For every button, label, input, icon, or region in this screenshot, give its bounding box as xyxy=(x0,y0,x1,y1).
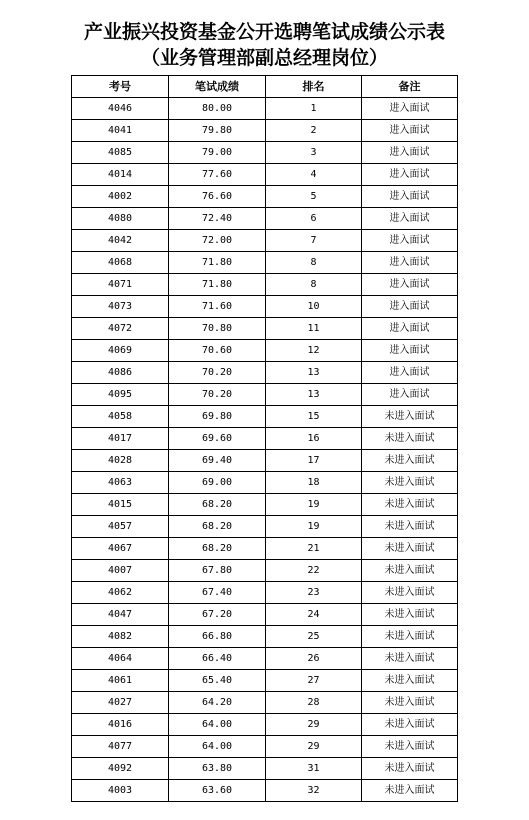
rank-cell: 31 xyxy=(266,758,362,780)
written-score-cell: 64.00 xyxy=(169,736,266,758)
exam-number-cell: 4027 xyxy=(72,692,169,714)
table-row xyxy=(72,186,458,208)
exam-number-cell: 4017 xyxy=(72,428,169,450)
page-subtitle: （业务管理部副总经理岗位） xyxy=(140,47,388,69)
exam-number-cell: 4064 xyxy=(72,648,169,670)
exam-number-cell: 4082 xyxy=(72,626,169,648)
written-score-cell: 68.20 xyxy=(169,516,266,538)
rank-cell: 8 xyxy=(266,252,362,274)
rank-cell: 5 xyxy=(266,186,362,208)
written-score-cell: 70.20 xyxy=(169,362,266,384)
exam-number-cell: 4061 xyxy=(72,670,169,692)
exam-number-cell: 4095 xyxy=(72,384,169,406)
remarks-cell: 未进入面试 xyxy=(362,780,458,802)
rank-cell: 25 xyxy=(266,626,362,648)
exam-number-cell: 4003 xyxy=(72,780,169,802)
table-row xyxy=(72,252,458,274)
table-row xyxy=(72,582,458,604)
table-row xyxy=(72,560,458,582)
remarks-cell: 未进入面试 xyxy=(362,736,458,758)
scores-table xyxy=(71,75,458,802)
rank-cell: 18 xyxy=(266,472,362,494)
rank-cell: 1 xyxy=(266,98,362,120)
written-score-cell: 63.60 xyxy=(169,780,266,802)
header-exam-number: 考号 xyxy=(72,76,169,98)
rank-cell: 29 xyxy=(266,714,362,736)
written-score-cell: 66.40 xyxy=(169,648,266,670)
table-row xyxy=(72,340,458,362)
written-score-cell: 79.00 xyxy=(169,142,266,164)
exam-number-cell: 4073 xyxy=(72,296,169,318)
remarks-cell: 进入面试 xyxy=(362,362,458,384)
written-score-cell: 69.60 xyxy=(169,428,266,450)
written-score-cell: 71.60 xyxy=(169,296,266,318)
table-row xyxy=(72,670,458,692)
rank-cell: 16 xyxy=(266,428,362,450)
written-score-cell: 67.40 xyxy=(169,582,266,604)
table-row xyxy=(72,296,458,318)
rank-cell: 8 xyxy=(266,274,362,296)
table-header-row xyxy=(72,76,458,98)
remarks-cell: 未进入面试 xyxy=(362,472,458,494)
exam-number-cell: 4072 xyxy=(72,318,169,340)
exam-number-cell: 4068 xyxy=(72,252,169,274)
rank-cell: 29 xyxy=(266,736,362,758)
remarks-cell: 未进入面试 xyxy=(362,582,458,604)
remarks-cell: 未进入面试 xyxy=(362,648,458,670)
table-row xyxy=(72,648,458,670)
page-title: 产业振兴投资基金公开选聘笔试成绩公示表 xyxy=(83,21,445,43)
table-body xyxy=(72,98,458,802)
exam-number-cell: 4047 xyxy=(72,604,169,626)
table-row xyxy=(72,736,458,758)
exam-number-cell: 4080 xyxy=(72,208,169,230)
exam-number-cell: 4057 xyxy=(72,516,169,538)
written-score-cell: 77.60 xyxy=(169,164,266,186)
table-row xyxy=(72,516,458,538)
rank-cell: 7 xyxy=(266,230,362,252)
header-written-score: 笔试成绩 xyxy=(169,76,266,98)
remarks-cell: 进入面试 xyxy=(362,120,458,142)
table-row xyxy=(72,428,458,450)
table-row xyxy=(72,780,458,802)
written-score-cell: 63.80 xyxy=(169,758,266,780)
written-score-cell: 79.80 xyxy=(169,120,266,142)
rank-cell: 13 xyxy=(266,362,362,384)
table-row xyxy=(72,142,458,164)
remarks-cell: 未进入面试 xyxy=(362,516,458,538)
rank-cell: 11 xyxy=(266,318,362,340)
remarks-cell: 未进入面试 xyxy=(362,692,458,714)
rank-cell: 2 xyxy=(266,120,362,142)
rank-cell: 12 xyxy=(266,340,362,362)
table-row xyxy=(72,384,458,406)
written-score-cell: 69.40 xyxy=(169,450,266,472)
rank-cell: 24 xyxy=(266,604,362,626)
written-score-cell: 70.80 xyxy=(169,318,266,340)
written-score-cell: 71.80 xyxy=(169,252,266,274)
remarks-cell: 未进入面试 xyxy=(362,626,458,648)
rank-cell: 32 xyxy=(266,780,362,802)
written-score-cell: 70.60 xyxy=(169,340,266,362)
table-row xyxy=(72,362,458,384)
remarks-cell: 进入面试 xyxy=(362,340,458,362)
rank-cell: 19 xyxy=(266,516,362,538)
header-remarks: 备注 xyxy=(362,76,458,98)
remarks-cell: 进入面试 xyxy=(362,208,458,230)
remarks-cell: 未进入面试 xyxy=(362,560,458,582)
table-row xyxy=(72,758,458,780)
remarks-cell: 进入面试 xyxy=(362,186,458,208)
remarks-cell: 进入面试 xyxy=(362,164,458,186)
remarks-cell: 未进入面试 xyxy=(362,450,458,472)
exam-number-cell: 4062 xyxy=(72,582,169,604)
table-row xyxy=(72,230,458,252)
remarks-cell: 未进入面试 xyxy=(362,714,458,736)
written-score-cell: 68.20 xyxy=(169,494,266,516)
remarks-cell: 进入面试 xyxy=(362,318,458,340)
table-row xyxy=(72,472,458,494)
table-row xyxy=(72,494,458,516)
exam-number-cell: 4092 xyxy=(72,758,169,780)
rank-cell: 28 xyxy=(266,692,362,714)
table-row xyxy=(72,692,458,714)
table-row xyxy=(72,714,458,736)
exam-number-cell: 4046 xyxy=(72,98,169,120)
rank-cell: 27 xyxy=(266,670,362,692)
written-score-cell: 68.20 xyxy=(169,538,266,560)
header-rank: 排名 xyxy=(266,76,362,98)
written-score-cell: 67.20 xyxy=(169,604,266,626)
table-row xyxy=(72,120,458,142)
written-score-cell: 80.00 xyxy=(169,98,266,120)
remarks-cell: 未进入面试 xyxy=(362,670,458,692)
rank-cell: 13 xyxy=(266,384,362,406)
written-score-cell: 76.60 xyxy=(169,186,266,208)
rank-cell: 22 xyxy=(266,560,362,582)
exam-number-cell: 4041 xyxy=(72,120,169,142)
rank-cell: 10 xyxy=(266,296,362,318)
table-row xyxy=(72,164,458,186)
table-row xyxy=(72,450,458,472)
exam-number-cell: 4007 xyxy=(72,560,169,582)
remarks-cell: 进入面试 xyxy=(362,98,458,120)
remarks-cell: 未进入面试 xyxy=(362,538,458,560)
remarks-cell: 未进入面试 xyxy=(362,758,458,780)
table-row xyxy=(72,274,458,296)
written-score-cell: 66.80 xyxy=(169,626,266,648)
written-score-cell: 64.20 xyxy=(169,692,266,714)
written-score-cell: 69.00 xyxy=(169,472,266,494)
rank-cell: 26 xyxy=(266,648,362,670)
written-score-cell: 69.80 xyxy=(169,406,266,428)
exam-number-cell: 4077 xyxy=(72,736,169,758)
exam-number-cell: 4071 xyxy=(72,274,169,296)
exam-number-cell: 4002 xyxy=(72,186,169,208)
remarks-cell: 进入面试 xyxy=(362,384,458,406)
remarks-cell: 未进入面试 xyxy=(362,494,458,516)
remarks-cell: 未进入面试 xyxy=(362,604,458,626)
exam-number-cell: 4016 xyxy=(72,714,169,736)
exam-number-cell: 4085 xyxy=(72,142,169,164)
exam-number-cell: 4058 xyxy=(72,406,169,428)
exam-number-cell: 4069 xyxy=(72,340,169,362)
exam-number-cell: 4014 xyxy=(72,164,169,186)
written-score-cell: 71.80 xyxy=(169,274,266,296)
table-row xyxy=(72,98,458,120)
remarks-cell: 进入面试 xyxy=(362,274,458,296)
written-score-cell: 72.00 xyxy=(169,230,266,252)
remarks-cell: 进入面试 xyxy=(362,252,458,274)
remarks-cell: 进入面试 xyxy=(362,296,458,318)
remarks-cell: 未进入面试 xyxy=(362,428,458,450)
rank-cell: 17 xyxy=(266,450,362,472)
rank-cell: 23 xyxy=(266,582,362,604)
remarks-cell: 进入面试 xyxy=(362,230,458,252)
remarks-cell: 进入面试 xyxy=(362,142,458,164)
exam-number-cell: 4063 xyxy=(72,472,169,494)
rank-cell: 21 xyxy=(266,538,362,560)
exam-number-cell: 4028 xyxy=(72,450,169,472)
written-score-cell: 64.00 xyxy=(169,714,266,736)
exam-number-cell: 4042 xyxy=(72,230,169,252)
rank-cell: 3 xyxy=(266,142,362,164)
written-score-cell: 65.40 xyxy=(169,670,266,692)
remarks-cell: 未进入面试 xyxy=(362,406,458,428)
rank-cell: 15 xyxy=(266,406,362,428)
table-row xyxy=(72,626,458,648)
rank-cell: 6 xyxy=(266,208,362,230)
rank-cell: 4 xyxy=(266,164,362,186)
written-score-cell: 72.40 xyxy=(169,208,266,230)
written-score-cell: 67.80 xyxy=(169,560,266,582)
table-row xyxy=(72,318,458,340)
exam-number-cell: 4015 xyxy=(72,494,169,516)
exam-number-cell: 4067 xyxy=(72,538,169,560)
written-score-cell: 70.20 xyxy=(169,384,266,406)
table-row xyxy=(72,406,458,428)
table-row xyxy=(72,208,458,230)
table-row xyxy=(72,604,458,626)
table-row xyxy=(72,538,458,560)
exam-number-cell: 4086 xyxy=(72,362,169,384)
rank-cell: 19 xyxy=(266,494,362,516)
